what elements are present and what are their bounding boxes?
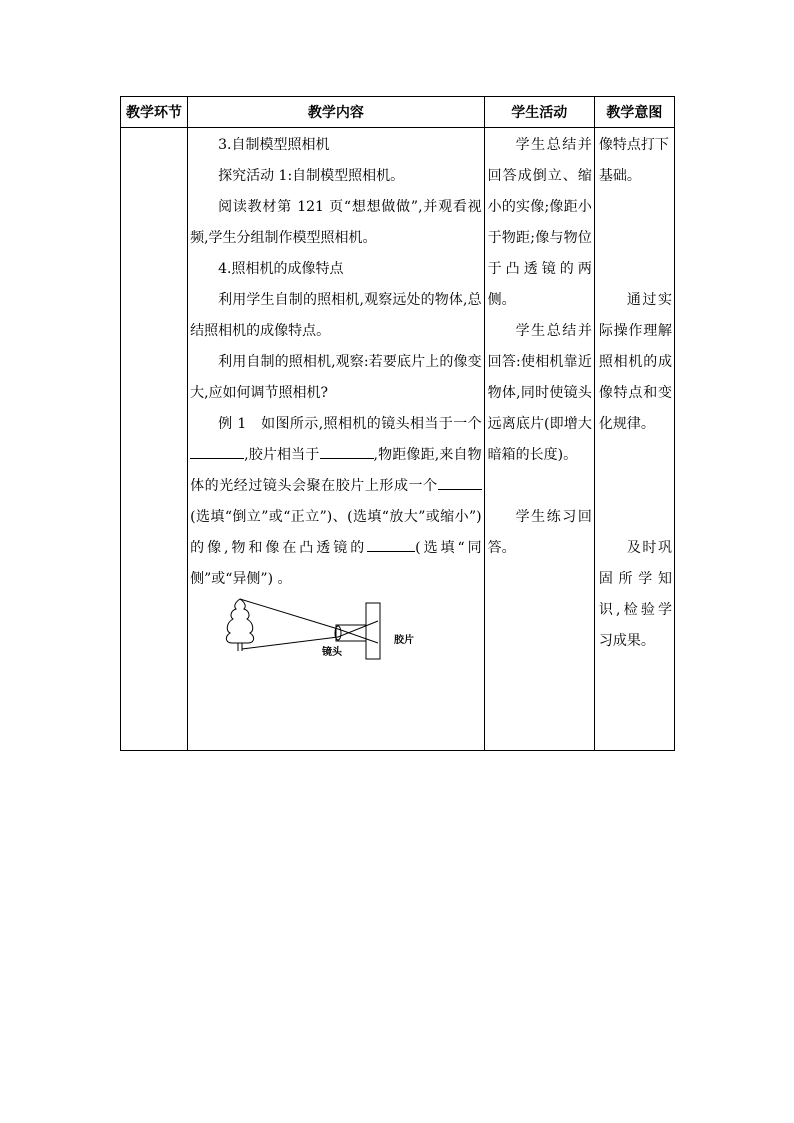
camera-diagram: [218, 597, 428, 661]
header-stage: 教学环节: [121, 97, 188, 128]
content-para-2: 探究活动 1:自制模型照相机。: [218, 168, 405, 184]
example-1: [190, 409, 482, 595]
example-text-b: ,胶片相当于: [244, 447, 320, 463]
activity-para-3: 学生练习回答。: [487, 509, 592, 556]
example-text-a: 例 1 如图所示,照相机的镜头相当于一个: [218, 416, 482, 432]
activity-cell: [484, 128, 594, 751]
content-para-3: 阅读教材第 121 页“想想做做”,并观看视频,学生分组制作模型照相机。: [190, 199, 482, 246]
film-label: 胶片: [394, 635, 415, 646]
intent-para-3: 及时巩固所学知识,检验学习成果。: [598, 540, 672, 649]
content-para-6: 利用自制的照相机,观察:若要底片上的像变大,应如何调节照相机?: [190, 354, 482, 401]
activity-para-2: 学生总结并回答:使相机靠近物体,同时使镜头远离底片(即增大暗箱的长度)。: [487, 323, 592, 463]
lesson-plan-table: [120, 96, 675, 751]
light-rays: [240, 599, 338, 649]
content-cell: [188, 128, 485, 751]
header-intent: 教学意图: [594, 97, 674, 128]
header-content: 教学内容: [188, 97, 485, 128]
blank-2: [320, 440, 374, 459]
example-text-c: ,物距像距,来自物体的光经过镜头会聚在胶片上形成一个: [190, 447, 482, 494]
content-para-4: 4.照相机的成像特点: [218, 261, 344, 277]
film-icon: [338, 603, 380, 659]
blank-1: [190, 440, 244, 459]
example-text-d: (选填“倒立”或“正立”)、(选填“放大”或缩小”)的像,物和像在凸透镜的: [190, 509, 482, 556]
tree-icon: [226, 599, 253, 651]
activity-para-1: 学生总结并回答成倒立、缩小的实像;像距小于物距;像与物位于凸透镜的两侧。: [487, 137, 592, 308]
intent-cell: [594, 128, 674, 751]
header-row: [121, 97, 675, 128]
intent-para-2: 通过实际操作理解照相机的成像特点和变化规律。: [598, 292, 672, 432]
intent-para-1: 像特点打下基础。: [598, 137, 669, 184]
content-para-5: 利用学生自制的照相机,观察远处的物体,总结照相机的成像特点。: [190, 292, 482, 339]
blank-4: [367, 533, 415, 552]
example-text-e: (选填“同侧”或“异侧”) 。: [190, 540, 482, 587]
lens-label: 镜头: [322, 647, 343, 658]
blank-3: [438, 471, 482, 490]
stage-cell: [121, 128, 188, 751]
body-row: [121, 128, 675, 751]
content-para-1: 3.自制模型照相机: [218, 137, 330, 153]
header-activity: 学生活动: [484, 97, 594, 128]
